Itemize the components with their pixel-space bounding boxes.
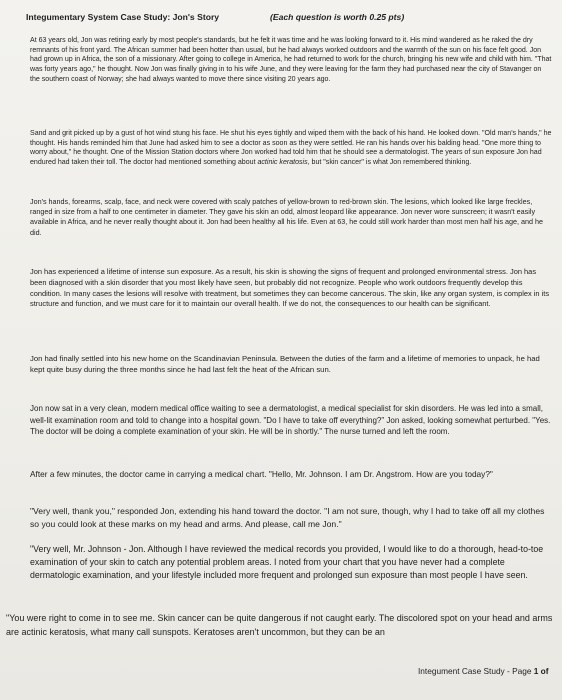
paragraph-2: [30, 129, 552, 167]
paragraph-5: Jon had finally settled into his new home on the Scandinavian Peninsula. Between the duties of the farm and a lifetime of memories to unpack, he had kept quite busy during the three months since he had last felt the heat of the African sun.: [30, 354, 540, 375]
page-footer: [418, 666, 549, 676]
paragraph-2-start: Sand and grit picked up by a gust of hot wind stung his face. He shut his eyes tightly and wiped them with the back of his hand. He looked down. "Old man's hands," he thought. His hands reminded him that June had asked him to see a doctor as soon as they were settled. He ran his hands over his balding head. "One more thing to worry about," he thought. One of the Mission Station doctors where Jon worked had told him that he should see a dermatologist. The years of sun exposure Jon had endured had taken their toll. The doctor had mentioned something about: [30, 130, 552, 166]
points-note: (Each question is worth 0.25 pts): [270, 12, 405, 22]
paragraph-4: Jon has experienced a lifetime of intense sun exposure. As a result, his skin is showing the signs of frequent and prolonged environmental stress. Jon has been diagnosed with a skin disorder that you most likely have seen, but probably did not recognize. People who work outdoors frequently develop this condition. In many cases the lesions will resolve with treatment, but sometimes they can become cancerous. The skin, like any organ system, is complex in its structure and function, and we must care for it to maintain our overall health. If we do not, the consequences to our health can be significant.: [30, 267, 550, 309]
paragraph-8: "Very well, thank you," responded Jon, extending his hand toward the doctor. "I am not sure, though, why I had to take off all my clothes so you could look at these marks on my head and arms. And please, call me Jon.": [30, 506, 545, 529]
paragraph-3: Jon's hands, forearms, scalp, face, and neck were covered with scaly patches of yellow-brown to red-brown skin. The lesions, which looked like large freckles, ranged in size from a half to one centimeter in diameter. They gave his skin an odd, almost leopard like appearance. Jon never wore sunscreen; it wasn't easily available in Africa, and he never really thought about it. Jon had been healthy all his life. Even at 63, he could still work harder than most men half his age, and he did.: [30, 197, 544, 237]
footer-label: Integument Case Study - Page: [418, 666, 534, 676]
document-title: Integumentary System Case Study: Jon's Story: [26, 12, 220, 22]
footer-page-number: 1 of: [533, 666, 549, 676]
paragraph-9: "Very well, Mr. Johnson - Jon. Although I have reviewed the medical records you provided, I would like to do a thorough, head-to-toe examination of your skin to catch any potential problem areas. I noted from your chart that you have never had a complete dermatologic examination, and your lifestyle included more frequent and prolonged sun exposure than most people I have seen.: [30, 544, 544, 581]
paragraph-2-term: actinic keratosis: [257, 158, 308, 166]
paragraph-7: After a few minutes, the doctor came in carrying a medical chart. "Hello, Mr. Johnson. I am Dr. Angstrom. How are you today?": [30, 469, 493, 479]
paragraph-10: "You were right to come in to see me. Skin cancer can be quite dangerous if not caught early. The discolored spot on your head and arms are actinic keratosis, what many call sunspots. Keratoses aren't uncommon, but they can be an: [6, 613, 553, 637]
paragraph-6: Jon now sat in a very clean, modern medical office waiting to see a dermatologist, a medical specialist for skin disorders. He was led into a small, well-lit examination room and told to change into a hospital gown. "Do I have to take off everything?" Jon asked, looking somewhat perturbed. "Yes. The doctor will be doing a complete examination of your skin. He will be in shortly." The nurse turned and left the room.: [30, 404, 551, 437]
paragraph-1: At 63 years old, Jon was retiring early by most people's standards, but he felt it was time and he was looking forward to it. His mind wandered as he raked the dry remnants of his front yard. The African summer had been hotter than usual, but he had always worked outdoors and the warmth of the sun on his face felt good. Jon had grown up in Africa, the son of a missionary. After going to college in America, he had returned to work for the church, bringing his new wife and child with him. "That was forty years ago," he thought. Now Jon was finally giving in to his wife June, and they were leaving for the farm they had purchased near the city of Stavanger on the southern coast of Norway; she had always wanted to move there since visiting 20 years ago.: [30, 37, 552, 83]
paragraph-2-end: , but "skin cancer" is what Jon remembered thinking.: [307, 158, 472, 166]
